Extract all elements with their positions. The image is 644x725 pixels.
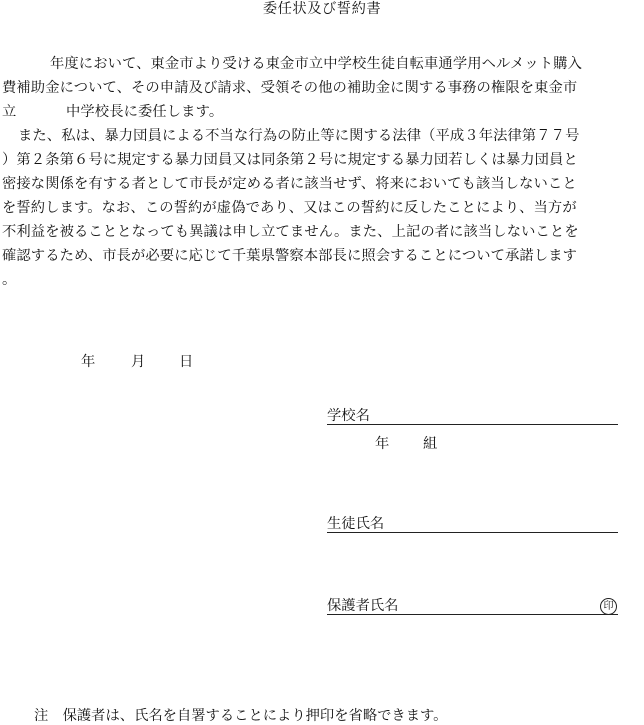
paragraph2-line5: 不利益を被ることとなっても異議は申し立てません。また、上記の者に該当しないことを xyxy=(2,224,579,240)
paragraph1-line1: 年度において、東金市より受ける東金市立中学校生徒自転車通学用ヘルメット購入 xyxy=(50,56,582,72)
class-label: 組 xyxy=(423,436,438,452)
document-title: 委任状及び誓約書 xyxy=(262,1,382,17)
date-day: 日 xyxy=(179,354,194,370)
seal-mark-icon: 印 xyxy=(600,598,617,615)
paragraph2-line6: 確認するため、市長が必要に応じて千葉県警察本部長に照会することについて承諾します xyxy=(2,248,578,264)
paragraph1-ritsu: 立 xyxy=(2,104,17,120)
school-name-label: 学校名 xyxy=(327,408,370,424)
student-name-underline xyxy=(327,532,618,533)
paragraph1-line2: 費補助金について、その申請及び請求、受領その他の補助金に関する事務の権限を東金市 xyxy=(2,80,578,96)
paragraph2-line7: 。 xyxy=(2,272,17,288)
grade-year-label: 年 xyxy=(375,436,390,452)
paragraph2-line1: また、私は、暴力団員による不当な行為の防止等に関する法律（平成３年法律第７７号 xyxy=(18,128,580,144)
paragraph2-line3: 密接な関係を有する者として市長が定める者に該当せず、将来においても該当しないこと xyxy=(2,176,577,192)
paragraph2-line2: ）第２条第６号に規定する暴力団員又は同条第２号に規定する暴力団若しくは暴力団員と xyxy=(2,152,578,168)
date-year: 年 xyxy=(81,354,96,370)
school-name-underline xyxy=(327,424,618,425)
footnote: 注 保護者は、氏名を自署することにより押印を省略できます。 xyxy=(34,708,448,724)
date-month: 月 xyxy=(131,354,146,370)
paragraph2-line4: を誓約します。なお、この誓約が虚偽であり、又はこの誓約に反したことにより、当方が xyxy=(2,200,577,216)
paragraph1-line3: 中学校長に委任します。 xyxy=(66,104,224,120)
guardian-name-underline xyxy=(327,614,618,615)
guardian-name-label: 保護者氏名 xyxy=(327,598,399,614)
student-name-label: 生徒氏名 xyxy=(327,516,385,532)
